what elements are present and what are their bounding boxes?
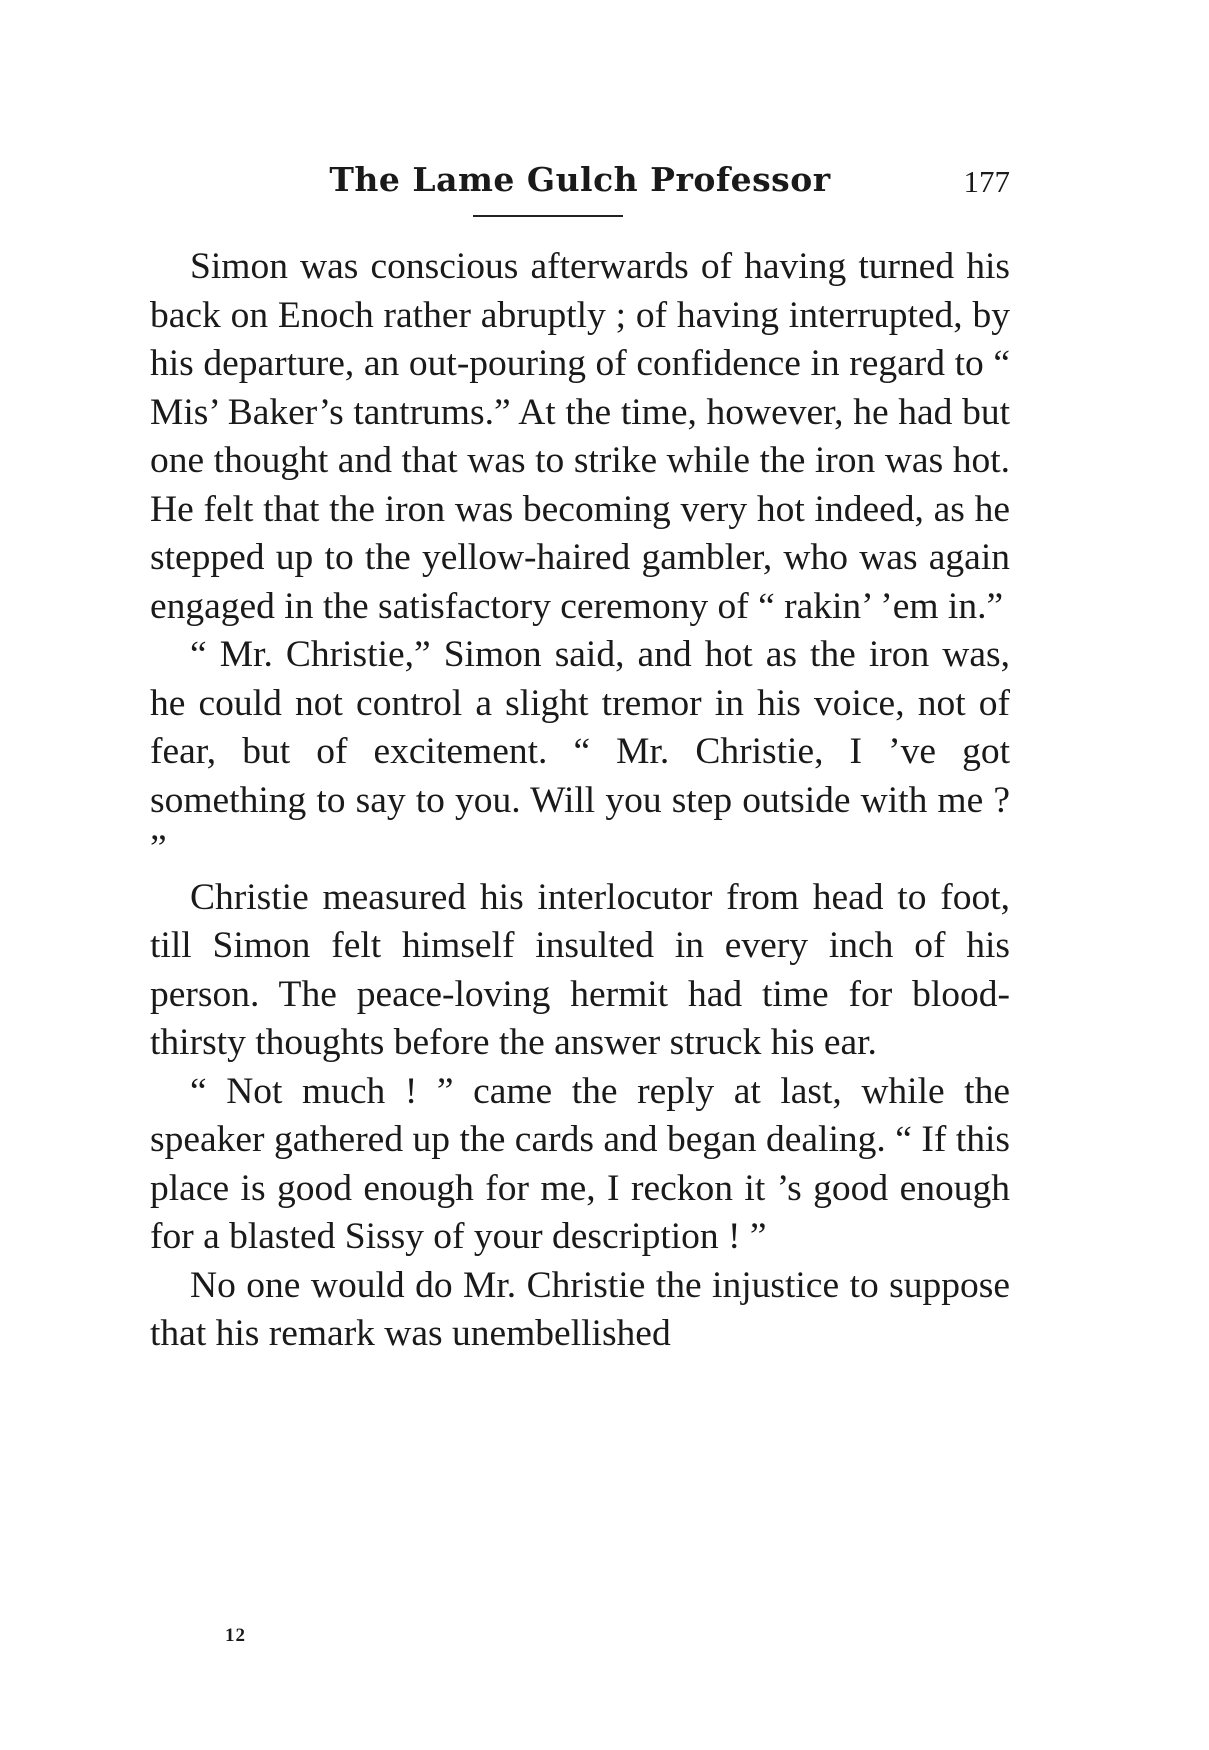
running-title: The Lame Gulch Professor — [329, 160, 831, 199]
signature-mark: 12 — [225, 1625, 246, 1646]
running-head — [150, 160, 1010, 210]
paragraph-5: No one would do Mr. Christie the injustice to suppose that his remark was unembellished — [150, 1264, 1010, 1354]
paragraph-3: Christie measured his interlocutor from head to foot, till Simon felt himself insulted in every inch of his person. The peace-loving hermit had time for blood-thirsty thoughts before the answer struck his ear. — [150, 876, 1010, 1063]
header-rule — [473, 215, 623, 217]
paragraph-2: “ Mr. Christie,” Simon said, and hot as the iron was, he could not control a slight tremor in his voice, not of fear, but of excitement. “ Mr. Christie, I ’ve got something to say to you. Will you step outside with me ? ” — [150, 634, 1010, 869]
paragraph-1: Simon was conscious afterwards of having turned his back on Enoch rather abruptly ; of having interrupted, by his departure, an out-pouring of confidence in regard to “ Mis’ Baker’s tantrums.” At the time, however, he had but one thought and that was to strike while the iron was hot. He felt that the iron was becoming very hot indeed, as he stepped up to the yellow-haired gambler, who was again engaged in the satisfactory ceremony of “ rakin’ ’em in.” — [150, 246, 1010, 627]
body-text — [150, 243, 1010, 1359]
page-number: 177 — [963, 164, 1010, 199]
paragraph-4: “ Not much ! ” came the reply at last, while the speaker gathered up the cards and began dealing. “ If this place is good enough for me, I reckon it ’s good enough for a blasted Sissy of your description ! ” — [150, 1070, 1010, 1257]
